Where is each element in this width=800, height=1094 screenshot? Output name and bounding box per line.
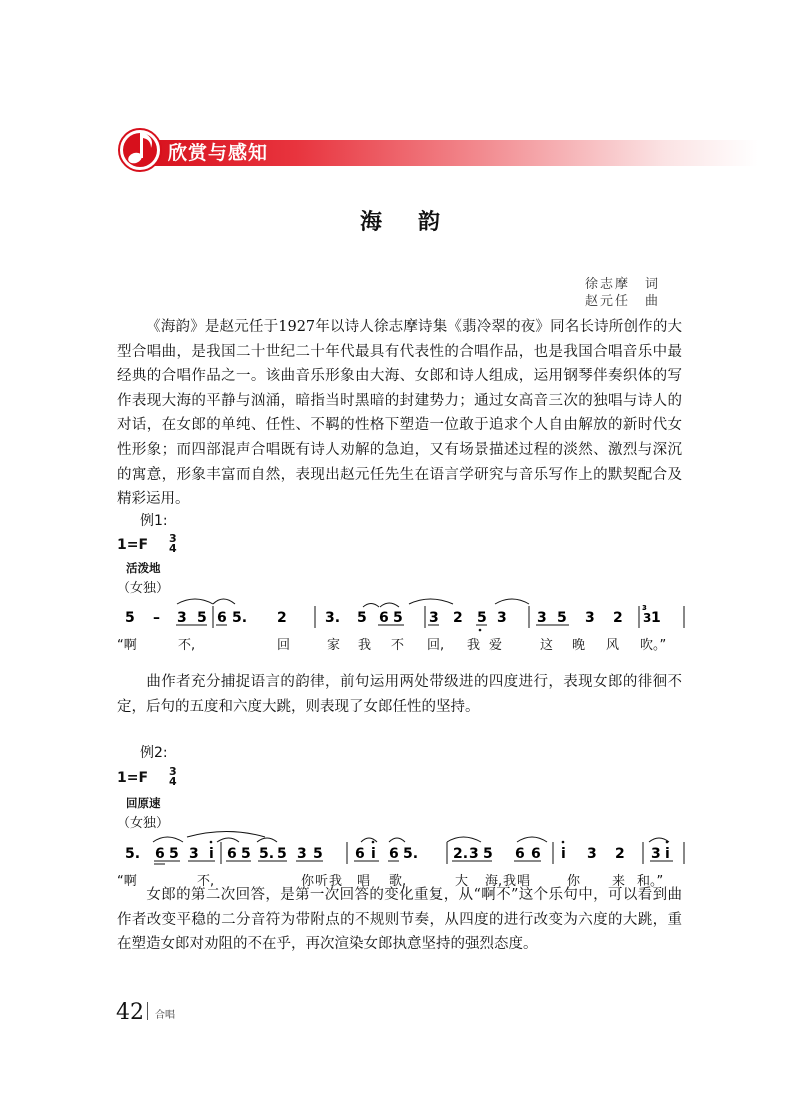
- svg-text:i: i: [209, 846, 214, 862]
- lyric: 来: [612, 874, 626, 889]
- intro-text: 《海韵》是赵元任于1927年以诗人徐志摩诗集《翡冷翠的夜》同名长诗所创作的大型合唱曲，是我国二十世纪二十年代最具有代表性的合唱作品，也是我国合唱音乐中最经典的合唱作品之一。该曲音乐形象由大海、女郎和诗人组成，运用钢琴伴奏织体的写作表现大海的平静与汹涌，暗指当时黑暗的封建势力；通过女高音三次的独唱与诗人的对话，在女郎的单纯、任性、不羁的性格下塑造一位敢于追求个人自由解放的新时代女性形象；而四部混声合唱既有诗人劝解的急迫，又有场景描述过程的淡然、激烈与深沉的寓意，形象丰富而自然，表现出赵元任先生在语言学研究与音乐写作上的默契配合及精彩运用。: [117, 319, 682, 508]
- svg-text:3: 3: [585, 610, 595, 626]
- svg-text:5: 5: [313, 846, 323, 862]
- lyric: 吹。”: [640, 638, 667, 653]
- lyric: 爱: [489, 638, 503, 653]
- lyric: 不,: [197, 874, 215, 889]
- song-title-char-2: 韵: [418, 209, 441, 235]
- lyric: 听: [315, 874, 329, 889]
- song-title-char-1: 海: [359, 209, 382, 235]
- svg-text:5: 5: [557, 610, 567, 626]
- svg-text:6: 6: [379, 610, 389, 626]
- svg-text:5: 5: [483, 846, 493, 862]
- svg-text:5.: 5.: [259, 846, 275, 862]
- svg-text:2: 2: [613, 610, 623, 626]
- lyric: 你: [567, 874, 581, 889]
- svg-text:5: 5: [357, 610, 367, 626]
- lyric: 家: [327, 638, 341, 653]
- svg-text:3: 3: [537, 610, 547, 626]
- lyric: 晚: [572, 638, 586, 653]
- svg-text:5: 5: [393, 610, 403, 626]
- analysis-text-1: 曲作者充分捕捉语言的韵律，前句运用两处带级进的四度进行，表现女郎的徘徊不定，后句的五度和六度大跳，则表现了女郎任性的坚持。: [117, 674, 682, 715]
- lyric: 和。”: [637, 874, 664, 889]
- lyricist-credit: 徐志摩 词: [584, 277, 660, 292]
- example-2-voice: （女独）: [117, 816, 170, 831]
- svg-text:5: 5: [125, 610, 135, 626]
- svg-text:6: 6: [389, 846, 399, 862]
- lyric: 我: [503, 874, 517, 889]
- book-title: 合唱: [155, 1010, 175, 1021]
- svg-text:i: i: [665, 846, 670, 862]
- lyric: 大: [455, 874, 469, 889]
- song-title: [0, 205, 800, 236]
- example-1-key: 1=F: [117, 537, 149, 553]
- svg-text:3: 3: [643, 611, 652, 625]
- lyric: 回,: [427, 638, 445, 653]
- svg-text:5: 5: [277, 846, 287, 862]
- lyric: 我: [358, 638, 372, 653]
- svg-text:3.: 3.: [325, 610, 341, 626]
- lyric: “啊: [117, 638, 137, 653]
- lyric: 唱: [357, 874, 371, 889]
- svg-text:6: 6: [155, 846, 165, 862]
- analysis-text-2: 女郎的第二次回答，是第一次回答的变化重复，从“啊不”这个乐句中，可以看到曲作者改变平稳的二分音符为带附点的不规则节奏，从四度的进行改变为六度的大跳，重在塑造女郎对劝阻的不在乎，再次渲染女郎执意坚持的强烈态度。: [117, 887, 682, 953]
- example-2-key: 1=F: [117, 770, 149, 786]
- svg-text:6: 6: [531, 846, 541, 862]
- lyric: “啊: [117, 874, 137, 889]
- svg-text:5.: 5.: [403, 846, 419, 862]
- svg-text:2.: 2.: [453, 846, 469, 862]
- svg-text:5: 5: [169, 846, 179, 862]
- svg-text:1: 1: [651, 610, 661, 626]
- example-1-time-signature: 3 4: [169, 532, 177, 555]
- svg-text:5: 5: [241, 846, 251, 862]
- lyric: 我: [467, 638, 481, 653]
- lyric: 回: [277, 638, 291, 653]
- section-title: 欣赏与感知: [168, 142, 269, 164]
- music-note-icon: [118, 122, 166, 172]
- lyric: 风: [606, 638, 620, 653]
- svg-text:5: 5: [477, 610, 487, 626]
- example-1-lyrics: [117, 634, 692, 652]
- svg-text:6: 6: [515, 846, 525, 862]
- intro-paragraph: [117, 315, 682, 512]
- section-banner: [118, 122, 758, 172]
- svg-text:–: –: [153, 610, 160, 626]
- example-2-tempo: 回原速: [126, 796, 161, 810]
- svg-text:3: 3: [651, 846, 661, 862]
- svg-text:3: 3: [297, 846, 307, 862]
- svg-text:5: 5: [197, 610, 207, 626]
- svg-text:2: 2: [453, 610, 463, 626]
- svg-text:3: 3: [497, 610, 507, 626]
- svg-text:3: 3: [189, 846, 199, 862]
- svg-text:2: 2: [615, 846, 625, 862]
- lyric: 我: [329, 874, 343, 889]
- example-1-tempo: 活泼地: [126, 561, 161, 575]
- svg-text:5.: 5.: [232, 610, 248, 626]
- example-1-label: 例1:: [140, 513, 168, 529]
- svg-text:i: i: [371, 846, 376, 862]
- lyric: 你: [301, 874, 315, 889]
- lyric: 不: [391, 638, 405, 653]
- lyric: 唱: [517, 874, 531, 889]
- svg-text:2: 2: [277, 610, 287, 626]
- svg-text:3: 3: [469, 846, 479, 862]
- svg-text:6: 6: [227, 846, 237, 862]
- footer-divider: [147, 1002, 148, 1020]
- example-2-notation: [117, 828, 692, 876]
- svg-text:3: 3: [587, 846, 597, 862]
- lyric: 海,: [485, 874, 503, 889]
- svg-text:6: 6: [355, 846, 365, 862]
- example-2-label: 例2:: [140, 745, 168, 761]
- svg-text:3: 3: [177, 610, 187, 626]
- svg-text:i: i: [561, 846, 566, 862]
- lyric: 歌,: [389, 874, 407, 889]
- svg-text:3: 3: [429, 610, 439, 626]
- credits: [585, 276, 660, 310]
- page-number: 42: [116, 1000, 144, 1025]
- example-1-voice: （女独）: [117, 581, 170, 596]
- analysis-paragraph-1: [117, 670, 682, 719]
- analysis-paragraph-2: [117, 883, 682, 957]
- composer-credit: 赵元任 曲: [584, 294, 660, 309]
- lyric: 不,: [178, 638, 196, 653]
- example-2-time-signature: 3 4: [169, 765, 177, 788]
- lyric: 这: [540, 638, 554, 653]
- svg-text:5.: 5.: [125, 846, 141, 862]
- svg-text:3: 3: [642, 604, 647, 612]
- svg-text:6: 6: [217, 610, 227, 626]
